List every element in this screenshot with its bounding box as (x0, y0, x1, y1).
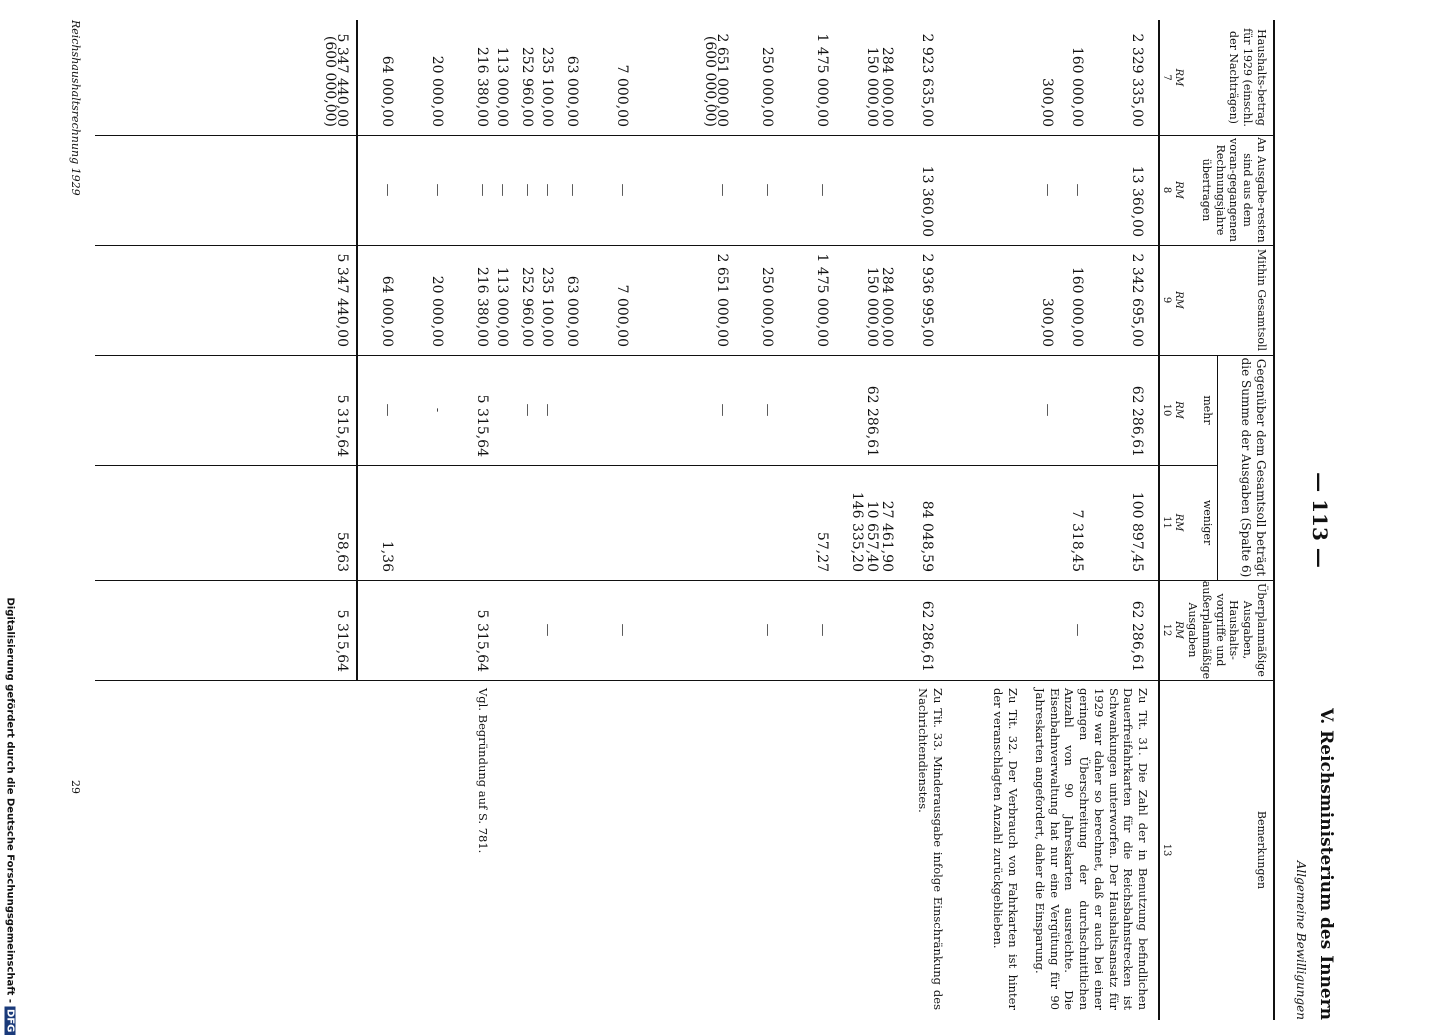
table-cell-dash: — (760, 183, 775, 197)
table-cell-value: 64 000,00 (379, 55, 395, 127)
column-header: An Ausgabe-resten sind aus dem voran-gegangenen Rechnungsjahre übertragen (1200, 137, 1268, 243)
footer-left: Reichshaushaltsrechnung 1929 (69, 20, 82, 196)
table-cell-value: 5 315,64 (474, 609, 490, 672)
column-rule (95, 135, 1275, 136)
column-rule (95, 245, 1275, 246)
remark-tit31: Zu Tit. 31. Die Zahl der in Benutzung befindlichen Dauerfreifahrkarten für die Reichsbahnstrecken ist Schwankungen unterworfen. Der Haushaltsansatz für 1929 war daher so berechnet, daß er auch bei einer geringen Überschreitung der durchschnittlichen Anzahl von 90 Jahreskarten ausreichte. Die Eisenbahnverwaltung hat nur eine Vergütung für 90 Jahreskarten angefordert, daher die Einsparung. (1032, 688, 1150, 1010)
table-cell-value: 13 360,00 (919, 165, 935, 237)
table-cell-dash: — (430, 183, 445, 197)
column-unit: RM (1173, 181, 1184, 199)
table-cell-value: 252 960,00 (519, 266, 535, 347)
table-cell-value: 146 335,20 (849, 491, 865, 572)
remark-tit32: Zu Tit. 32. Der Verbrauch von Fahrkarten ist hinter der veranschlagten Anzahl zurückgeblieben. (991, 688, 1020, 1010)
column-header: weniger (1201, 499, 1214, 546)
remark-tit33: Zu Tit. 33. Minderausgabe infolge Einschränkung des Nachrichtendienstes. (916, 688, 945, 1010)
table-cell-value: 150 000,00 (864, 266, 880, 347)
column-rule (95, 465, 1218, 466)
rotated-sheet (50, 20, 1350, 1020)
digitization-note (3, 597, 17, 1033)
table-cell-dash: — (715, 403, 730, 417)
column-header: Überplanmäßige Ausgaben, Haushalts-vorgriffe und außerplanmäßige Ausgaben (1186, 580, 1268, 680)
table-cell-dash: — (565, 183, 580, 197)
table-cell-value: 113 000,00 (494, 46, 510, 127)
table-cell-value: (600 000,00) (702, 35, 718, 127)
table-cell-value: 1 475 000,00 (814, 33, 830, 127)
column-number: 9 (1161, 296, 1172, 304)
table-cell-dash: — (815, 183, 830, 197)
column-header: Bemerkungen (1255, 810, 1268, 890)
table-cell-value: 62 286,61 (1129, 385, 1145, 457)
column-header: Haushalts-betrag für 1929 (einschl. der Nachträgen) (1227, 28, 1268, 127)
page-number: — 113 — (1308, 472, 1332, 568)
table-cell-dash: — (520, 183, 535, 197)
table-cell-value: (600 000,00) (322, 35, 338, 127)
column-rule (95, 580, 1275, 581)
column-unit: RM (1173, 68, 1184, 87)
group-header-rule (1217, 355, 1218, 580)
table-cell-value: 284 000,00 (879, 266, 895, 347)
table-cell-dash: — (380, 183, 395, 197)
sidebar-text: Digitalisierung gefördert durch die Deutsche Forschungsgemeinschaft - (4, 597, 16, 1004)
table-cell-value: 57,27 (814, 531, 830, 572)
total-rule (356, 20, 358, 680)
footer-right: 29 (69, 780, 82, 794)
table-cell-dash: — (760, 623, 775, 637)
table-cell-dash: — (540, 403, 555, 417)
table-cell-dash: — (715, 183, 730, 197)
table-cell-value: 216 380,00 (474, 46, 490, 127)
column-header: Mithin Gesamtsoll (1255, 248, 1268, 352)
table-cell-value: 1 475 000,00 (814, 253, 830, 347)
table-cell-value: 160 000,00 (1069, 46, 1085, 127)
table-cell-dash: — (760, 403, 775, 417)
table-cell-dash: — (1040, 183, 1055, 197)
table-cell-value: 150 000,00 (864, 46, 880, 127)
remark-begruendung: Vgl. Begründung auf S. 781. (476, 688, 490, 854)
column-unit: RM (1173, 513, 1184, 532)
table-cell-value: 5 315,64 (334, 394, 350, 457)
column-number: 7 (1161, 74, 1172, 81)
table-cell-value: 13 360,00 (1129, 165, 1145, 237)
table-cell-dash: — (1040, 403, 1055, 417)
table-cell-value: 5 315,64 (474, 394, 490, 457)
column-number: 8 (1161, 186, 1172, 194)
table-cell-value: 284 000,00 (879, 46, 895, 127)
table-cell-value: 5 347 440,00 (334, 33, 350, 127)
table-cell-value: 252 960,00 (519, 46, 535, 127)
table-cell-value: 2 936 995,00 (919, 253, 935, 347)
column-unit: RM (1173, 291, 1184, 309)
column-number: 12 (1161, 623, 1172, 637)
table-cell-value: 58,63 (334, 531, 350, 572)
ministry-title: V. Reichsministerium des Innern (1316, 708, 1336, 1020)
table-cell-value: 7 000,00 (614, 284, 630, 347)
table-cell-value: 300,00 (1039, 298, 1055, 347)
table-cell-dash: — (540, 183, 555, 197)
table-cell-dash: — (475, 183, 490, 197)
table-cell-value: 5 315,64 (334, 609, 350, 672)
table-cell-dash: — (1070, 623, 1085, 637)
table-top-rule (1273, 20, 1275, 1020)
table-cell-value: 2 342 695,00 (1129, 253, 1145, 347)
table-cell-value: 2 329 335,00 (1129, 33, 1145, 127)
column-number: 10 (1161, 403, 1172, 417)
table-cell-value: 100 897,45 (1129, 491, 1145, 572)
table-cell-dash: — (540, 623, 555, 637)
table-cell-value: 2 923 635,00 (919, 33, 935, 127)
table-cell-dash: — (615, 623, 630, 637)
table-cell-dash: — (495, 183, 510, 197)
table-cell-value: 62 286,61 (1129, 600, 1145, 672)
table-cell-dash: — (815, 623, 830, 637)
table-cell-dash: — (380, 403, 395, 417)
table-cell-value: 62 286,61 (864, 385, 880, 457)
table-cell-dash: — (520, 403, 535, 417)
column-rule (95, 355, 1275, 356)
table-cell-value: 250 000,00 (759, 46, 775, 127)
group-header: Gegenüber dem Gesamtsoll beträgt die Summe der Ausgaben (Spalte 6) (1239, 357, 1268, 578)
table-cell-dash: — (615, 183, 630, 197)
table-cell-value: 84 048,59 (919, 500, 935, 572)
table-cell-value: 235 100,00 (539, 266, 555, 347)
table-cell-dash: - (430, 407, 445, 413)
table-cell-value: 20 000,00 (429, 275, 445, 347)
table-cell-value: 63 000,00 (564, 55, 580, 127)
table-cell-value: 2 651 000,00 (714, 253, 730, 347)
column-number: 13 (1161, 843, 1172, 857)
table-cell-value: 5 347 440,00 (334, 253, 350, 347)
column-unit: RM (1173, 401, 1184, 419)
header-bottom-rule (1158, 20, 1160, 1020)
column-unit: RM (1173, 621, 1184, 639)
column-header: mehr (1201, 395, 1214, 425)
table-cell-dash: — (1070, 183, 1085, 197)
table-cell-value: 7 000,00 (614, 64, 630, 127)
table-cell-value: 10 657,40 (864, 500, 880, 572)
table-cell-value: 20 000,00 (429, 55, 445, 127)
column-number: 11 (1161, 516, 1172, 529)
table-cell-value: 64 000,00 (379, 275, 395, 347)
table-cell-value: 1,36 (379, 540, 395, 572)
dfg-logo: DFG (5, 1006, 16, 1035)
table-cell-value: 62 286,61 (919, 600, 935, 672)
table-cell-value: 113 000,00 (494, 266, 510, 347)
column-rule (95, 680, 1275, 681)
section-subtitle: Allgemeine Bewilligungen (1294, 860, 1308, 1020)
table-cell-value: 235 100,00 (539, 46, 555, 127)
table-cell-value: 160 000,00 (1069, 266, 1085, 347)
table-sheet (50, 20, 1350, 1020)
table-cell-value: 300,00 (1039, 78, 1055, 127)
table-cell-value: 27 461,90 (879, 500, 895, 572)
table-cell-value: 216 380,00 (474, 266, 490, 347)
table-cell-value: 7 318,45 (1069, 509, 1085, 572)
table-cell-value: 2 651 000,00 (714, 33, 730, 127)
table-cell-value: 63 000,00 (564, 275, 580, 347)
table-cell-value: 250 000,00 (759, 266, 775, 347)
